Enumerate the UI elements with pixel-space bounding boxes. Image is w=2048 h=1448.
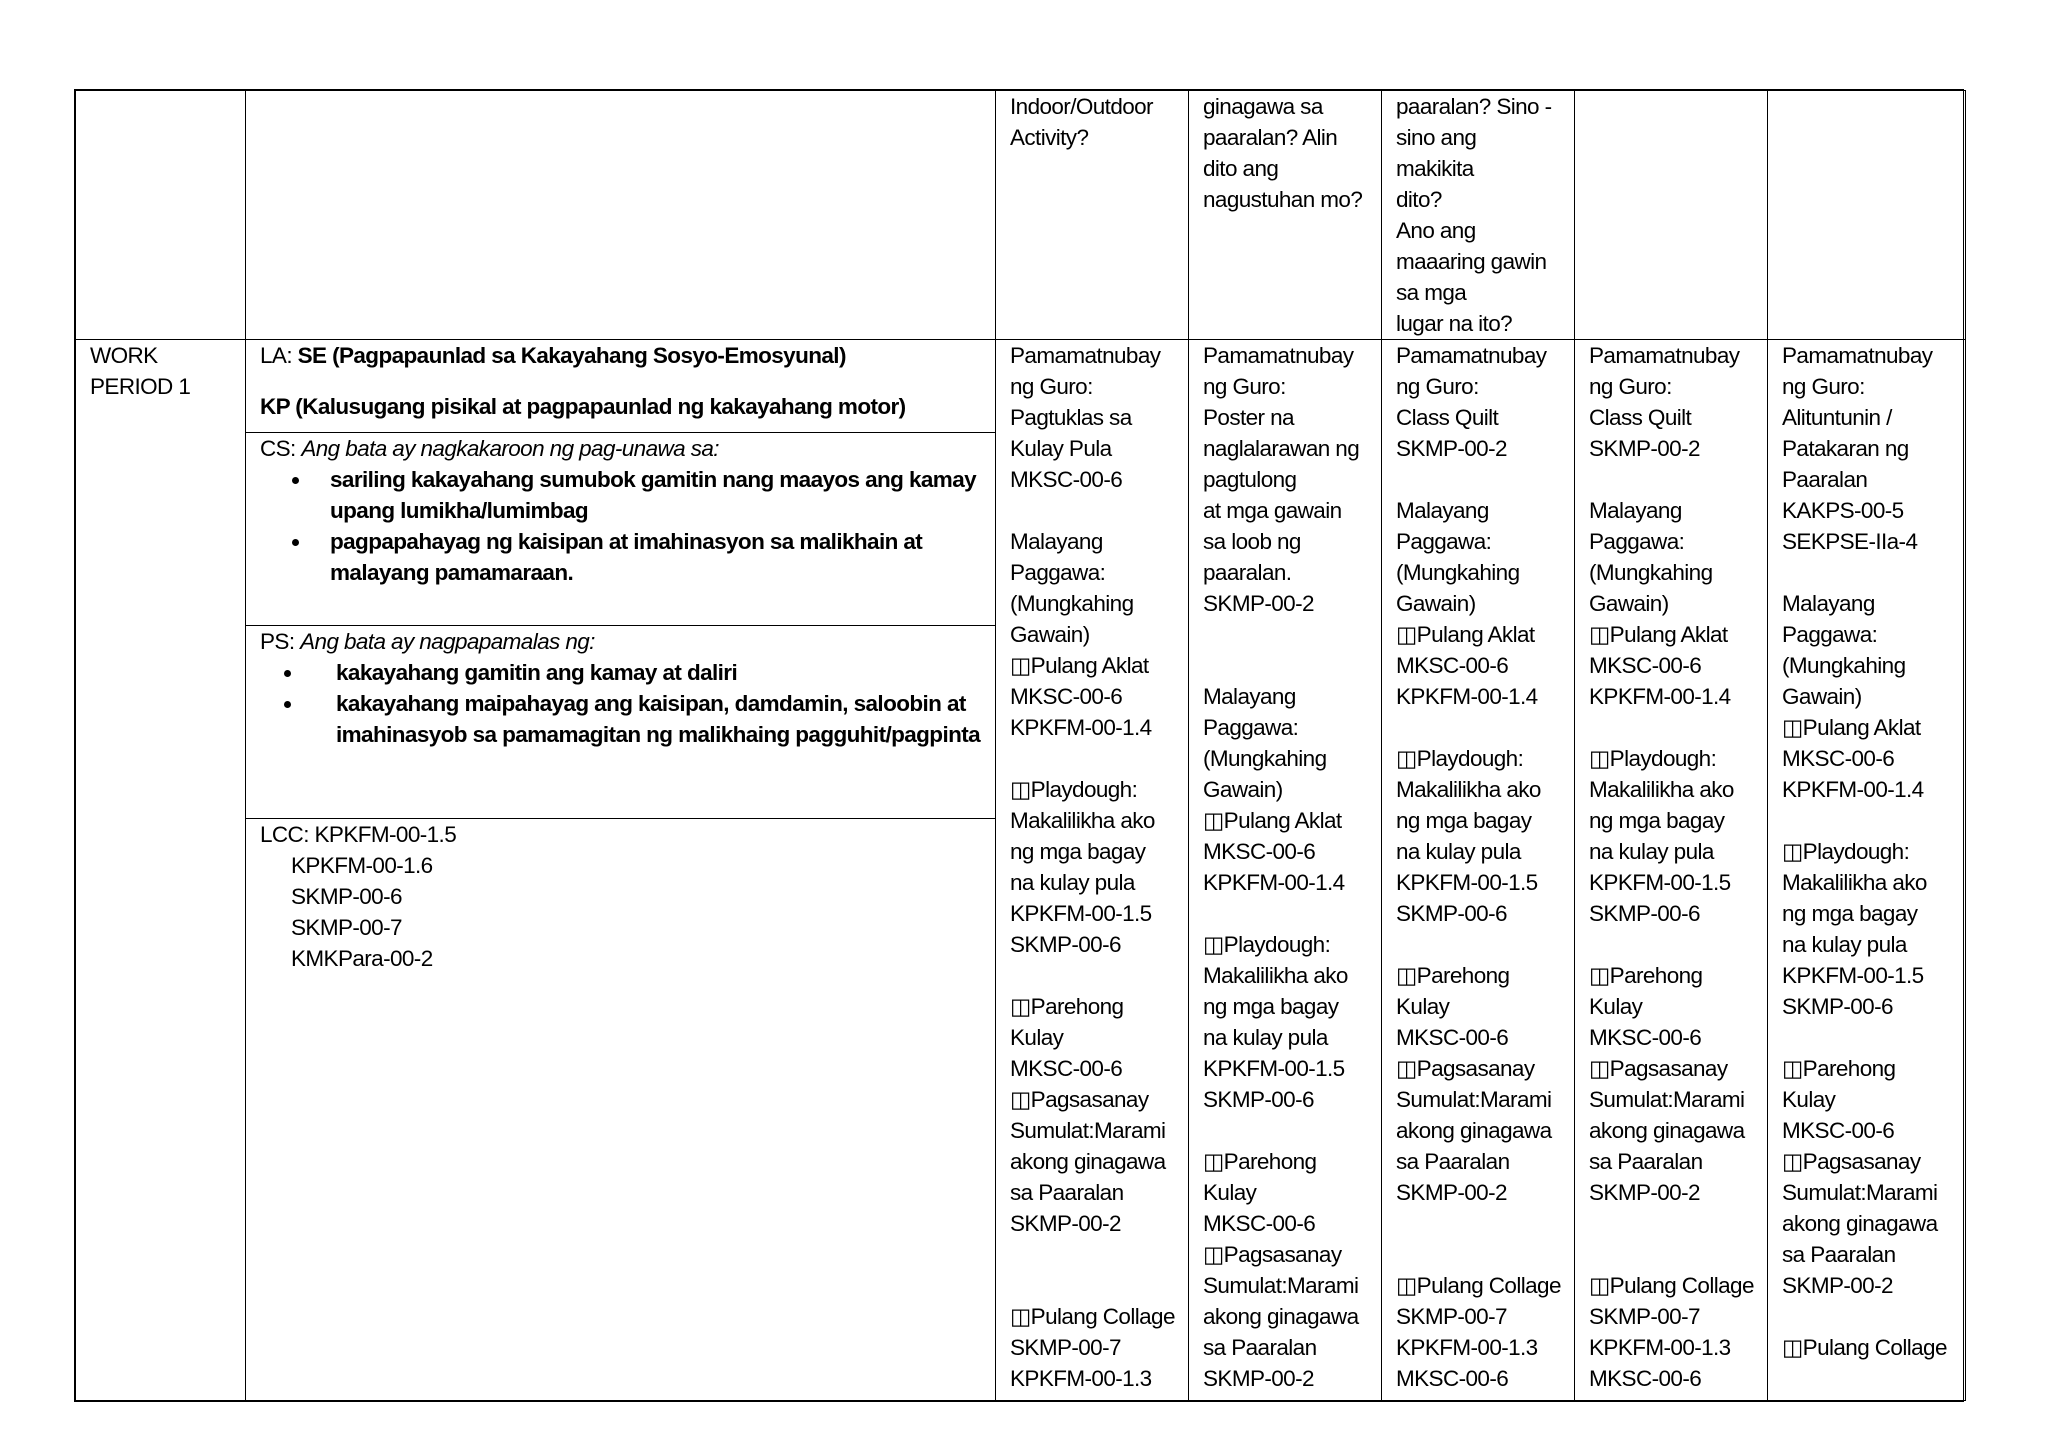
cell-text: ginagawa sa paaralan? Alin dito ang nagustuhan mo? (1203, 94, 1363, 212)
lesson-plan-table (75, 90, 1966, 1401)
ps-intro: Ang bata ay nagpapamalas ng: (300, 629, 595, 654)
cell-day3-activities (1382, 340, 1575, 1401)
cell-top-day4 (1575, 91, 1768, 340)
work-period-label: WORK PERIOD 1 (90, 343, 191, 399)
table-row-continued (76, 91, 1966, 340)
cell-objectives (246, 340, 996, 1401)
cell-top-day3 (1382, 91, 1575, 340)
cell-empty-label (76, 91, 246, 340)
la-prefix: LA: (260, 343, 298, 368)
cell-day4-activities (1575, 340, 1768, 1401)
content-standard-section (246, 433, 995, 626)
performance-standard-section (246, 626, 995, 819)
day-activities-text: Pamamatnubay ng Guro: Alituntunin / Patakaran ng Paaralan KAKPS-00-5 SEKPSE-IIa-4 Malayang Paggawa: (Mungkahing Gawain) ◫Pulang Aklat MKSC-00-6 KPKFM-00-1.4 ◫Playdough: Makalilikha ako ng mga bagay na kulay pula KPKFM-00-1.5 SKMP-00-6 ◫Parehong Kulay MKSC-00-6 ◫Pagsasanay Sumulat:Marami akong ginagawa sa Paaralan SKMP-00-2 ◫Pulang Collage (1782, 343, 1947, 1360)
cell-top-day1 (996, 91, 1189, 340)
cell-top-day5 (1768, 91, 1966, 340)
learning-area-section (246, 340, 995, 433)
ps-line (260, 626, 985, 657)
cs-intro: Ang bata ay nagkakaroon ng pag-unawa sa: (301, 436, 719, 461)
lcc-section (246, 819, 995, 974)
list-item: • sariling kakayahang sumubok gamitin nang maayos ang kamay upang lumikha/lumimbag (312, 464, 985, 526)
list-item: • pagpapahayag ng kaisipan at imahinasyon sa malikhain at malayang pamamaraan. (312, 526, 985, 588)
cell-day1-activities (996, 340, 1189, 1401)
table-row-work-period (76, 340, 1966, 1401)
day-activities-text: Pamamatnubay ng Guro: Poster na naglalarawan ng pagtulong at mga gawain sa loob ng paaralan. SKMP-00-2 Malayang Paggawa: (Mungkahing Gawain) ◫Pulang Aklat MKSC-00-6 KPKFM-00-1.4 ◫Playdough: Makalilikha ako ng mga bagay na kulay pula KPKFM-00-1.5 SKMP-00-6 ◫Parehong Kulay MKSC-00-6 ◫Pagsasanay Sumulat:Marami akong ginagawa sa Paaralan SKMP-00-2 (1203, 343, 1360, 1391)
cell-day2-activities (1189, 340, 1382, 1401)
cell-text: paaralan? Sino - sino ang makikita dito? Ano ang maaaring gawin sa mga lugar na ito? (1396, 94, 1552, 336)
lcc-code: KMKPara-00-2 (291, 946, 433, 971)
lcc-label: LCC: KPKFM-00-1.5 (260, 822, 457, 847)
cell-text: Indoor/Outdoor Activity? (1010, 94, 1153, 150)
la-se-text: SE (Pagpapaunlad sa Kakayahang Sosyo-Emosyunal) (297, 343, 846, 368)
day-activities-text: Pamamatnubay ng Guro: Class Quilt SKMP-00-2 Malayang Paggawa: (Mungkahing Gawain) ◫Pulang Aklat MKSC-00-6 KPKFM-00-1.4 ◫Playdough: Makalilikha ako ng mga bagay na kulay pula KPKFM-00-1.5 SKMP-00-6 ◫Parehong Kulay MKSC-00-6 ◫Pagsasanay Sumulat:Marami akong ginagawa sa Paaralan SKMP-00-2 ◫Pulang Collage SKMP-00-7 KPKFM-00-1.3 MKSC-00-6 (1396, 343, 1561, 1391)
day-activities-text: Pamamatnubay ng Guro: Class Quilt SKMP-00-2 Malayang Paggawa: (Mungkahing Gawain) ◫Pulang Aklat MKSC-00-6 KPKFM-00-1.4 ◫Playdough: Makalilikha ako ng mga bagay na kulay pula KPKFM-00-1.5 SKMP-00-6 ◫Parehong Kulay MKSC-00-6 ◫Pagsasanay Sumulat:Marami akong ginagawa sa Paaralan SKMP-00-2 ◫Pulang Collage SKMP-00-7 KPKFM-00-1.3 MKSC-00-6 (1589, 343, 1754, 1391)
ps-prefix: PS: (260, 629, 301, 654)
list-item: • kakayahang gamitin ang kamay at daliri (304, 657, 985, 688)
day-activities-text: Pamamatnubay ng Guro: Pagtuklas sa Kulay Pula MKSC-00-6 Malayang Paggawa: (Mungkahing Gawain) ◫Pulang Aklat MKSC-00-6 KPKFM-00-1.4 ◫Playdough: Makalilikha ako ng mga bagay na kulay pula KPKFM-00-1.5 SKMP-00-6 ◫Parehong Kulay MKSC-00-6 ◫Pagsasanay Sumulat:Marami akong ginagawa sa Paaralan SKMP-00-2 ◫Pulang Collage SKMP-00-7 KPKFM-00-1.3 (1010, 343, 1175, 1391)
cs-list (260, 464, 985, 588)
lcc-code: SKMP-00-6 (291, 884, 402, 909)
cell-day5-activities (1768, 340, 1966, 1401)
lcc-code: SKMP-00-7 (291, 915, 402, 940)
list-item: • kakayahang maipahayag ang kaisipan, damdamin, saloobin at imahinasyob sa pamamagitan ng malikhaing pagguhit/pagpinta (304, 688, 985, 750)
lcc-code: KPKFM-00-1.6 (291, 853, 433, 878)
cs-prefix: CS: (260, 436, 302, 461)
la-kp-text: KP (Kalusugang pisikal at pagpapaunlad ng kakayahang motor) (260, 394, 906, 419)
cell-top-day2 (1189, 91, 1382, 340)
cell-empty-objectives (246, 91, 996, 340)
lesson-plan-table-container (74, 89, 1964, 1402)
cell-work-period-label (76, 340, 246, 1401)
ps-list (260, 657, 985, 750)
cs-line (260, 433, 985, 464)
la-line (260, 340, 985, 371)
